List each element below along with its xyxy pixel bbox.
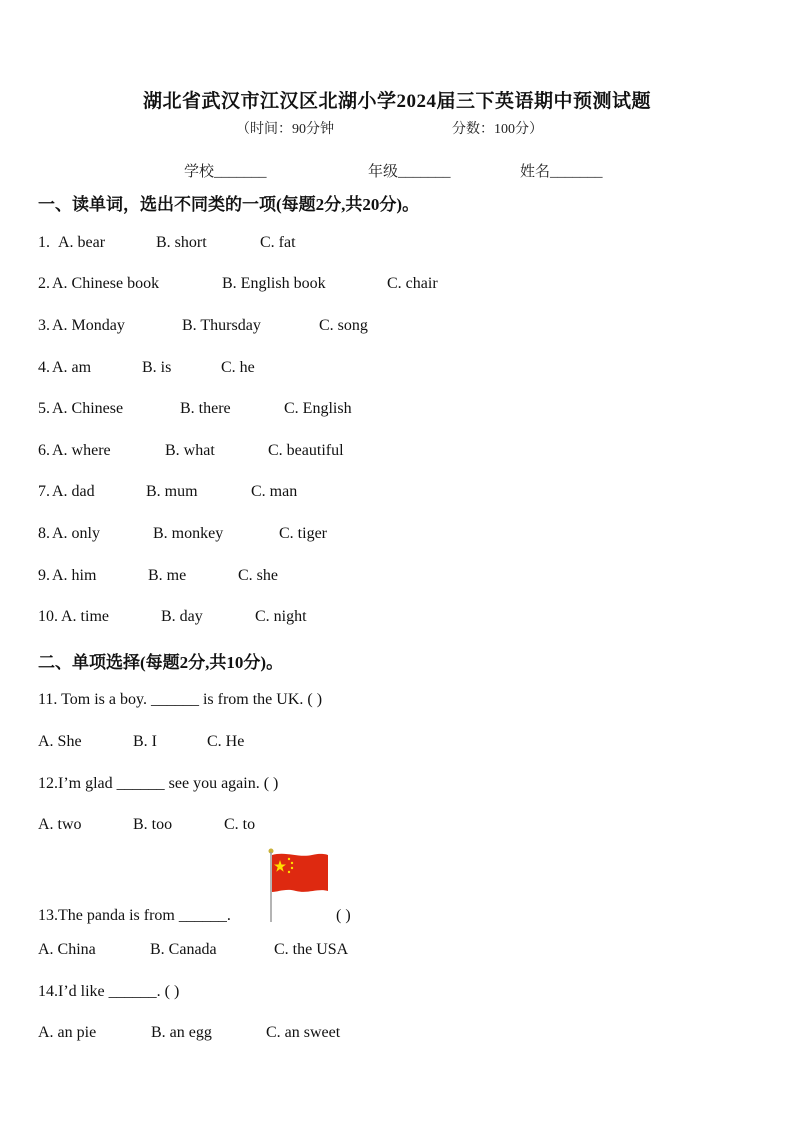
q10-option-a: A. time bbox=[61, 608, 109, 625]
grade-field: 年级_______ bbox=[368, 164, 451, 180]
q3-option-a: A. Monday bbox=[52, 317, 125, 334]
q12-option-c: C. to bbox=[224, 816, 256, 833]
name-field: 姓名_______ bbox=[520, 164, 603, 180]
q6-option-a: A. where bbox=[52, 442, 111, 459]
total-score: 分数：100分） bbox=[452, 122, 543, 137]
q5-option-a: A. Chinese bbox=[52, 400, 124, 417]
q13-answer-paren: ( ) bbox=[336, 907, 351, 924]
q11-option-a: A. She bbox=[38, 733, 82, 750]
q1-option-a: A. bear bbox=[58, 234, 106, 251]
q2-option-a: A. Chinese book bbox=[52, 275, 160, 292]
q8-option-b: B. monkey bbox=[153, 525, 224, 542]
q13-option-c: C. the USA bbox=[274, 941, 349, 958]
q4-number: 4. bbox=[38, 359, 50, 376]
section-1-heading: 一、读单词，选出不同类的一项(每题2分,共20分)。 bbox=[38, 195, 420, 214]
q13-option-b: B. Canada bbox=[150, 941, 217, 958]
q3-option-b: B. Thursday bbox=[182, 317, 261, 334]
q8-number: 8. bbox=[38, 525, 50, 542]
q1-option-c: C. fat bbox=[260, 234, 296, 251]
q1-number: 1. bbox=[38, 234, 50, 251]
q3-number: 3. bbox=[38, 317, 50, 334]
q5-option-b: B. there bbox=[180, 400, 231, 417]
q9-option-a: A. him bbox=[52, 567, 97, 584]
q2-number: 2. bbox=[38, 275, 50, 292]
q10-option-b: B. day bbox=[161, 608, 203, 625]
q14-option-a: A. an pie bbox=[38, 1024, 97, 1041]
q9-option-b: B. me bbox=[148, 567, 187, 584]
q12-stem: 12.I’m glad ______ see you again. ( ) bbox=[38, 775, 279, 792]
school-field: 学校_______ bbox=[184, 164, 267, 180]
q7-option-c: C. man bbox=[251, 483, 298, 500]
q13-stem: 13.The panda is from ______. bbox=[38, 907, 231, 924]
q4-option-a: A. am bbox=[52, 359, 92, 376]
q5-number: 5. bbox=[38, 400, 50, 417]
china-flag-icon bbox=[268, 846, 330, 922]
page-title: 湖北省武汉市江汉区北湖小学2024届三下英语期中预测试题 bbox=[142, 91, 651, 112]
q12-option-b: B. too bbox=[133, 816, 173, 833]
q5-option-c: C. English bbox=[284, 400, 352, 417]
q11-stem: 11. Tom is a boy. ______ is from the UK. ( ) bbox=[38, 691, 323, 708]
q6-number: 6. bbox=[38, 442, 50, 459]
q6-option-b: B. what bbox=[165, 442, 215, 459]
time-limit: （时间：90分钟 bbox=[236, 122, 334, 137]
q9-number: 9. bbox=[38, 567, 50, 584]
q6-option-c: C. beautiful bbox=[268, 442, 344, 459]
q7-option-b: B. mum bbox=[146, 483, 198, 500]
q8-option-c: C. tiger bbox=[279, 525, 327, 542]
q11-option-c: C. He bbox=[207, 733, 245, 750]
q14-option-b: B. an egg bbox=[151, 1024, 212, 1041]
q8-option-a: A. only bbox=[52, 525, 100, 542]
q1-option-b: B. short bbox=[156, 234, 207, 251]
section-2-heading: 二、单项选择(每题2分,共10分)。 bbox=[38, 653, 284, 672]
q14-option-c: C. an sweet bbox=[266, 1024, 341, 1041]
q10-option-c: C. night bbox=[255, 608, 307, 625]
q11-option-b: B. I bbox=[133, 733, 157, 750]
q3-option-c: C. song bbox=[319, 317, 368, 334]
q14-stem: 14.I’d like ______. ( ) bbox=[38, 983, 180, 1000]
q10-number: 10. bbox=[38, 608, 58, 625]
q2-option-c: C. chair bbox=[387, 275, 438, 292]
q4-option-b: B. is bbox=[142, 359, 172, 376]
q12-option-a: A. two bbox=[38, 816, 82, 833]
q7-option-a: A. dad bbox=[52, 483, 95, 500]
q9-option-c: C. she bbox=[238, 567, 278, 584]
q4-option-c: C. he bbox=[221, 359, 255, 376]
q7-number: 7. bbox=[38, 483, 50, 500]
q2-option-b: B. English book bbox=[222, 275, 326, 292]
q13-option-a: A. China bbox=[38, 941, 96, 958]
